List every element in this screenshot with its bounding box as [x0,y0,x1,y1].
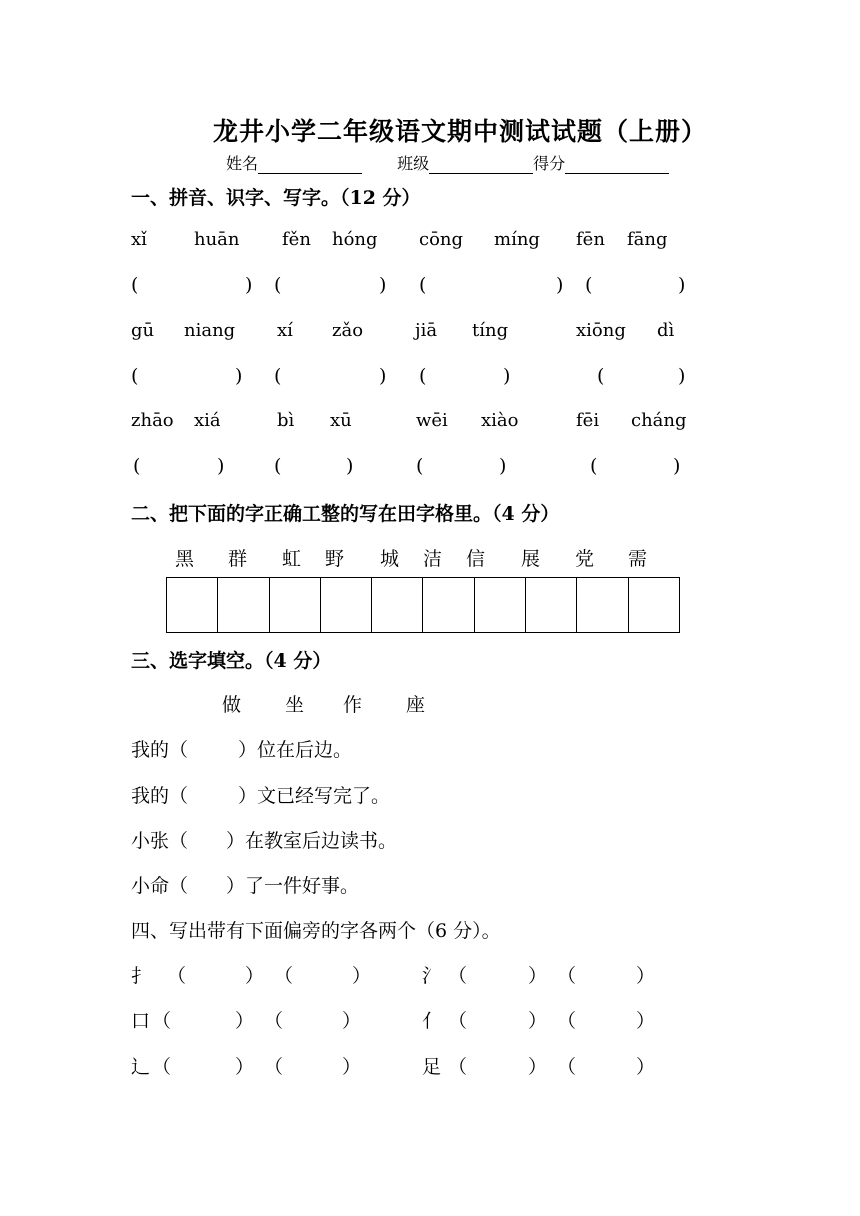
pinyin: zǎo [332,320,364,341]
paren-open: （ [448,1056,468,1078]
paren-close: ） [342,1056,362,1078]
answer-paren-open: ( [274,274,282,296]
paren-close: ） [528,965,548,987]
pinyin: wēi [416,410,448,431]
section-1-heading: 一、拼音、识字、写字。（12 分） [131,187,421,209]
answer-paren-close: ) [346,455,354,477]
pinyin: míng [494,229,540,250]
model-character: 党 [575,548,595,570]
answer-paren-close: ) [556,274,564,296]
class-blank [429,159,533,174]
section-3-heading: 三、选字填空。（4 分） [131,650,332,672]
radical: 氵 [422,965,442,987]
model-character: 需 [628,548,648,570]
model-character: 虹 [282,548,302,570]
answer-paren-open: ( [274,455,282,477]
pinyin: jiā [415,320,438,341]
option-character: 座 [406,694,426,716]
paren-open: （ [152,1010,172,1032]
paren-close: ） [235,1010,255,1032]
grid-cell[interactable] [475,578,526,632]
answer-paren-close: ) [245,274,253,296]
paren-close: ） [235,1056,255,1078]
answer-paren-close: ) [379,365,387,387]
pinyin: fāng [627,229,668,250]
student-info-line [226,151,669,174]
paren-close: ） [352,965,372,987]
paren-open: （ [152,1056,172,1078]
answer-paren-close: ) [678,365,686,387]
answer-paren-close: ) [503,365,511,387]
writing-grid [166,577,680,633]
option-character: 坐 [285,694,305,716]
page-title: 龙井小学二年级语文期中测试试题（上册） [213,117,708,146]
paren-close: ） [636,1010,656,1032]
answer-paren-open: ( [131,365,139,387]
pinyin: fěn [282,229,311,250]
paren-close: ） [528,1010,548,1032]
model-character: 洁 [423,548,443,570]
pinyin: tíng [472,320,509,341]
answer-paren-close: ) [235,365,243,387]
paren-open: （ [264,1010,284,1032]
grid-cell[interactable] [167,578,218,632]
score-blank [565,159,669,174]
answer-paren-close: ) [678,274,686,296]
answer-paren-open: ( [416,455,424,477]
pinyin: xū [330,410,352,431]
fill-sentence: 我的（ ）文已经写完了。 [131,785,391,807]
pinyin: dì [657,320,675,341]
paren-open: （ [557,965,577,987]
radical: 扌 [131,965,151,987]
paren-open: （ [557,1010,577,1032]
radical: 亻 [422,1010,442,1032]
paren-open: （ [274,965,294,987]
answer-paren-open: ( [419,274,427,296]
class-label: 班级 [397,154,430,173]
grid-cell[interactable] [270,578,321,632]
answer-paren-close: ) [217,455,225,477]
paren-open: （ [448,1010,468,1032]
answer-paren-open: ( [597,365,605,387]
pinyin: zhāo [131,410,174,431]
model-character: 野 [325,548,345,570]
model-character: 黑 [175,548,195,570]
option-character: 作 [343,694,363,716]
radical: 足 [422,1056,442,1078]
answer-paren-open: ( [590,455,598,477]
section-2-heading: 二、把下面的字正确工整的写在田字格里。（4 分） [131,503,560,525]
pinyin: xiào [481,410,519,431]
pinyin: gū [131,320,155,341]
radical: 辶 [131,1056,151,1078]
pinyin: hóng [332,229,378,250]
fill-sentence: 小张（ ）在教室后边读书。 [131,830,398,852]
name-blank [258,159,362,174]
paren-close: ） [342,1010,362,1032]
paren-open: （ [448,965,468,987]
fill-sentence: 我的（ ）位在后边。 [131,739,353,761]
grid-cell[interactable] [372,578,423,632]
paren-close: ） [636,965,656,987]
paren-close: ） [636,1056,656,1078]
pinyin: huān [194,229,240,250]
answer-paren-open: ( [133,455,141,477]
paren-close: ） [245,965,265,987]
name-label: 姓名 [226,154,259,173]
paren-close: ） [528,1056,548,1078]
pinyin: xiōng [576,320,626,341]
model-character: 群 [228,548,248,570]
paren-open: （ [264,1056,284,1078]
answer-paren-close: ) [499,455,507,477]
pinyin: xí [277,320,293,341]
pinyin: xiá [194,410,221,431]
pinyin: cōng [419,229,464,250]
model-character: 信 [466,548,486,570]
grid-cell[interactable] [321,578,372,632]
fill-sentence: 小命（ ）了一件好事。 [131,875,360,897]
model-character: 城 [380,548,400,570]
paren-open: （ [557,1056,577,1078]
grid-cell[interactable] [423,578,474,632]
pinyin: fēn [576,229,605,250]
paren-open: （ [167,965,187,987]
pinyin: bì [277,410,295,431]
answer-paren-open: ( [585,274,593,296]
section-4-heading: 四、写出带有下面偏旁的字各两个（6 分）。 [131,920,501,942]
radical: 口 [131,1010,151,1032]
grid-cell[interactable] [577,578,628,632]
score-label: 得分 [533,154,566,173]
answer-paren-close: ) [673,455,681,477]
pinyin: niang [184,320,236,341]
answer-paren-open: ( [274,365,282,387]
option-character: 做 [222,694,242,716]
pinyin: fēi [576,410,600,431]
answer-paren-open: ( [419,365,427,387]
grid-cell[interactable] [526,578,577,632]
grid-cell[interactable] [629,578,679,632]
pinyin: cháng [631,410,687,431]
model-character: 展 [521,548,541,570]
grid-cell[interactable] [218,578,269,632]
answer-paren-open: ( [131,274,139,296]
answer-paren-close: ) [379,274,387,296]
pinyin: xǐ [131,229,147,250]
